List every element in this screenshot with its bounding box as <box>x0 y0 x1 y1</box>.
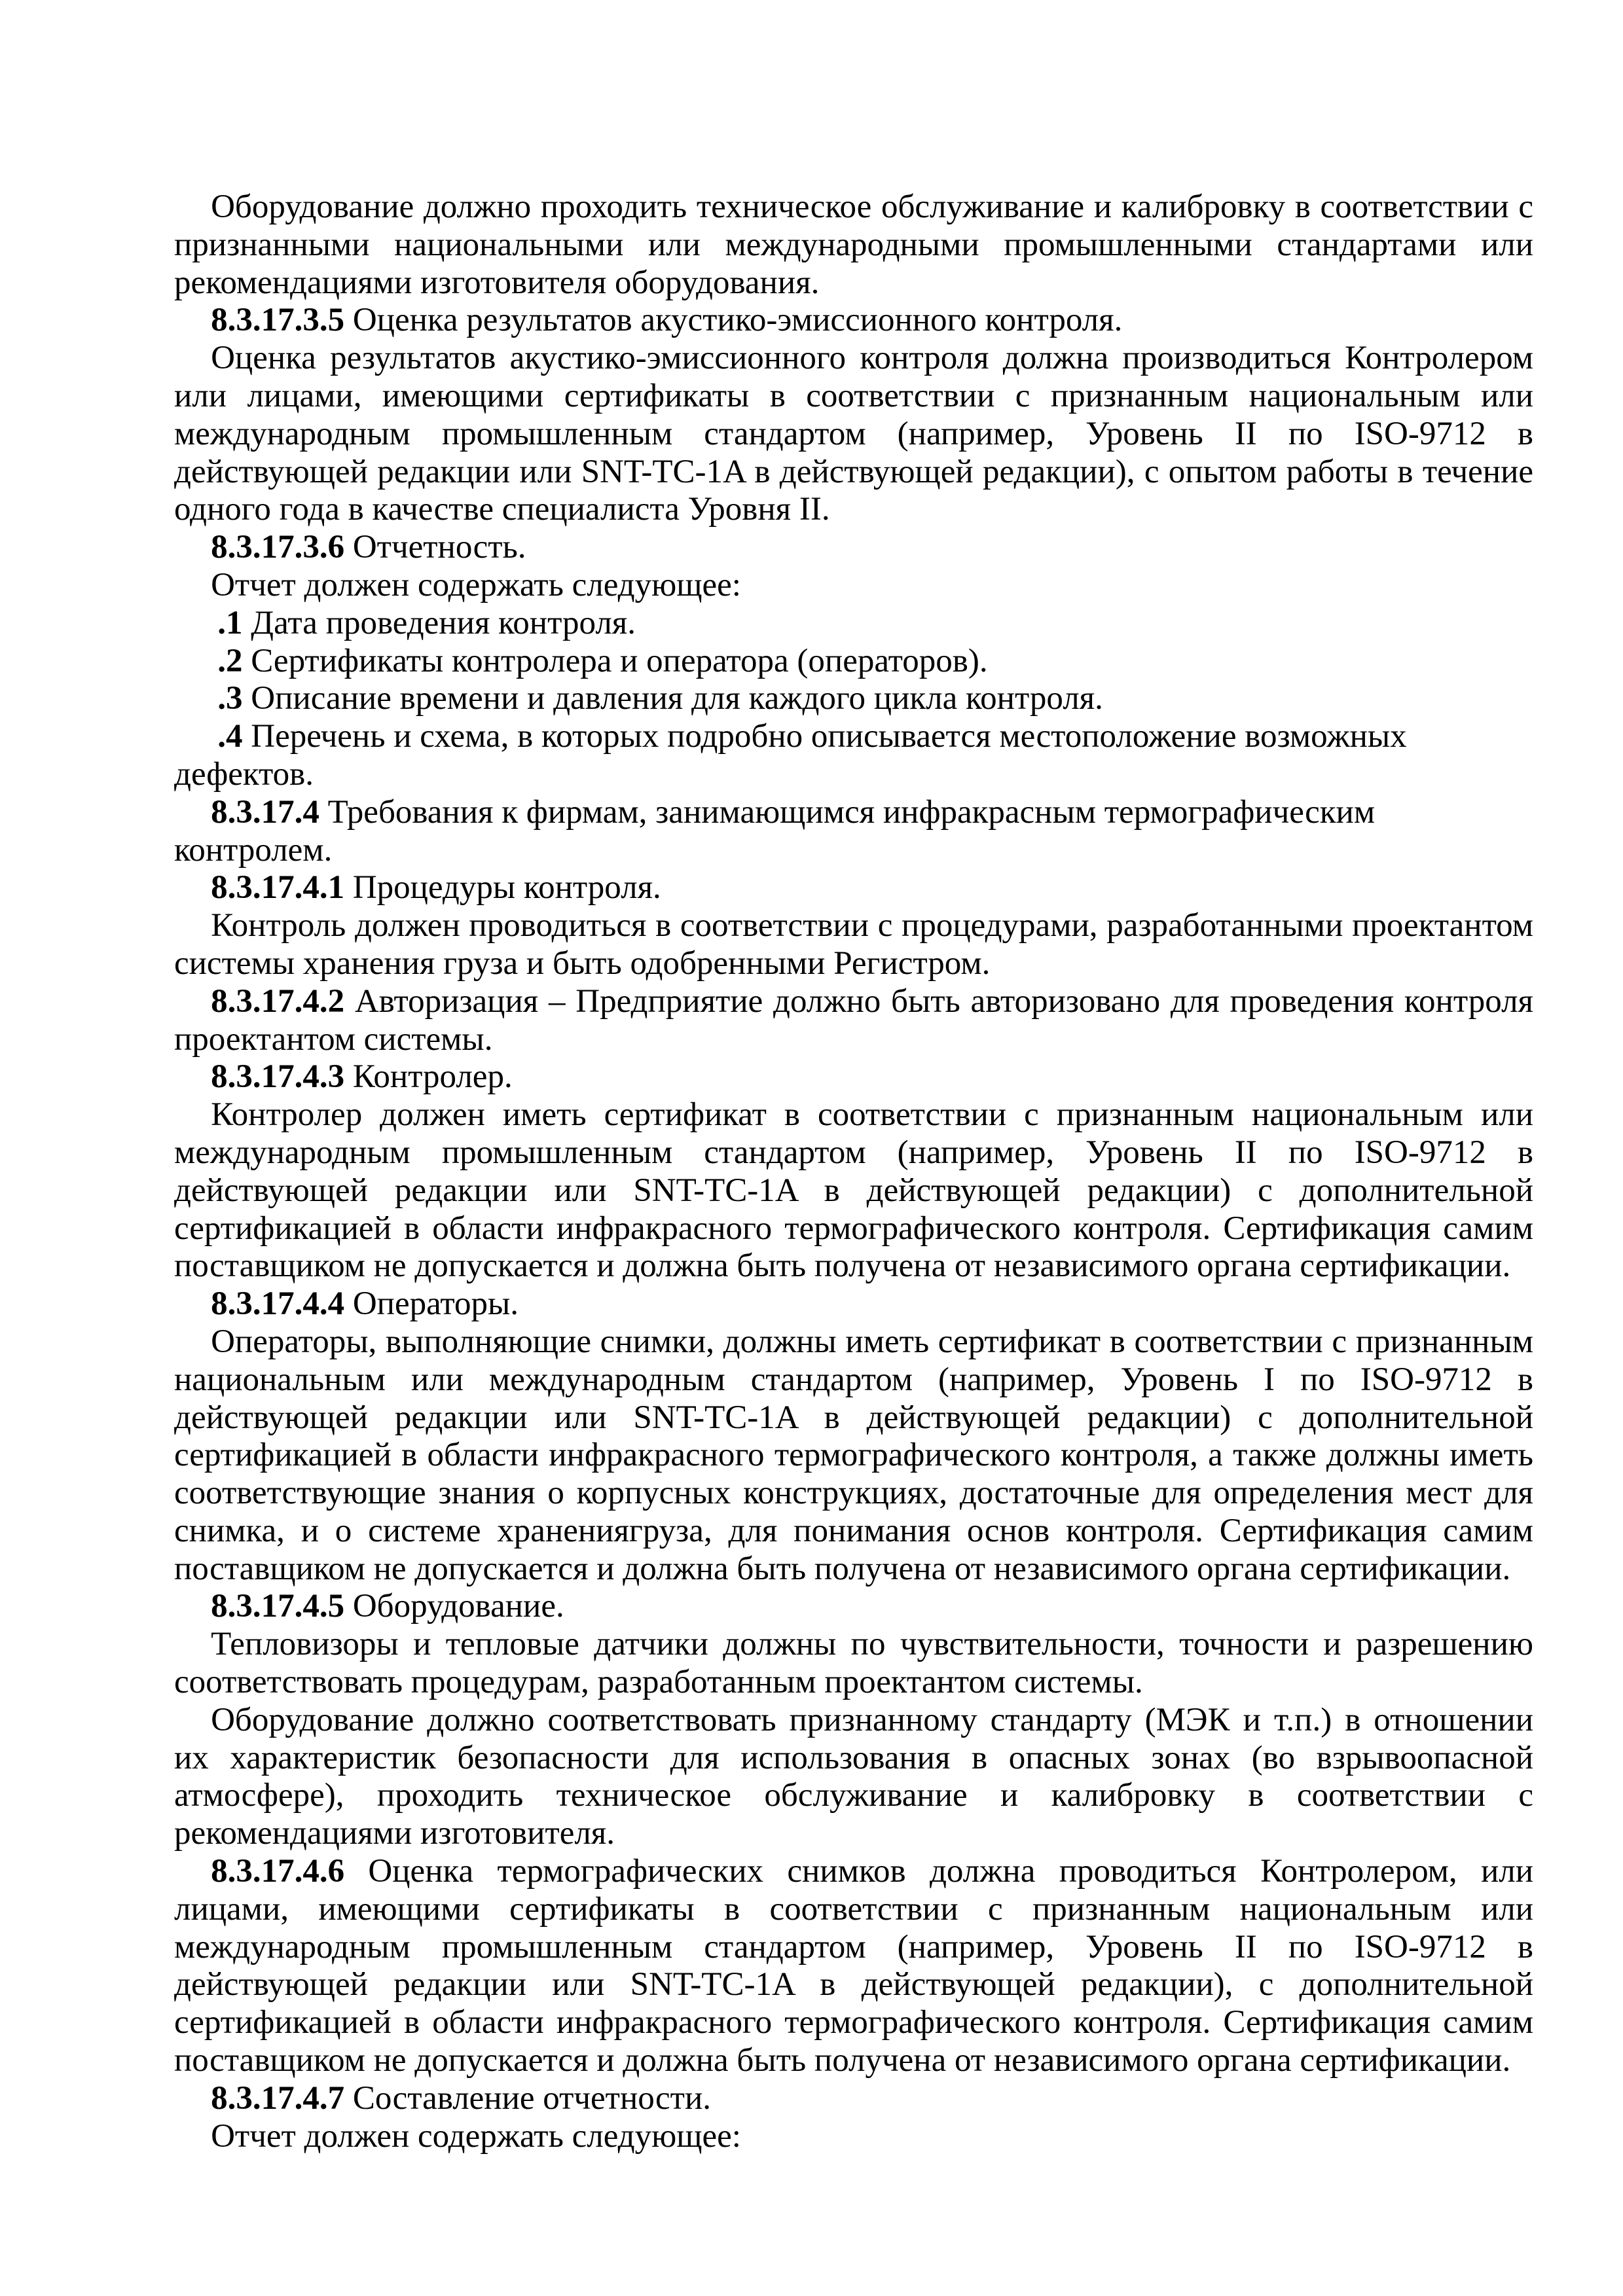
section-number: 8.3.17.4 <box>211 793 319 831</box>
section-number: 8.3.17.4.6 <box>211 1853 345 1890</box>
paragraph: Оценка результатов акустико-эмиссионного контроля должна производиться Контролером или лицами, имеющими сертификаты в соответствии с признанным национальным или международным промышленным стандартом (например, Уровень II по ISO-9712 в действующей редакции или SNT-TC-1A в действующей редакции), с опытом работы в течение одного года в качестве специалиста Уровня II. <box>174 340 1533 528</box>
section-number: 8.3.17.4.5 <box>211 1588 345 1625</box>
list-number: .4 <box>217 718 243 755</box>
section-number: 8.3.17.3.5 <box>211 302 345 339</box>
section-number: 8.3.17.4.2 <box>211 982 345 1020</box>
section-heading: 8.3.17.4.3 Контролер. <box>211 1058 513 1096</box>
section-heading: 8.3.17.3.6 Отчетность. <box>211 529 526 566</box>
section-heading: 8.3.17.4.7 Составление отчетности. <box>211 2079 711 2117</box>
paragraph: 8.3.17.4.6 Оценка термографических снимков должна проводиться Контролером, или лицами, имеющими сертификаты в соответствии с признанным национальным или международным промышленным стандартом (например, Уровень II по ISO-9712 в действующей редакции или SNT-TC-1A в действующей редакции), с дополнительной сертификацией в области инфракрасного термографического контроля. Сертификация самим поставщиком не допускается и должна быть получена от независимого органа сертификации. <box>174 1853 1533 2079</box>
list-item: .4 Перечень и схема, в которых подробно описывается местоположение возможных дефектов. <box>174 718 1407 793</box>
document-page <box>174 188 1533 2155</box>
section-heading: 8.3.17.4.1 Процедуры контроля. <box>211 869 661 906</box>
section-number: 8.3.17.4.1 <box>211 869 345 906</box>
section-heading: 8.3.17.4.5 Оборудование. <box>211 1588 564 1625</box>
paragraph: Операторы, выполняющие снимки, должны иметь сертификат в соответствии с признанным национальным или международным стандартом (например, Уровень I по ISO-9712 в действующей редакции или SNT-TC-1A в действующей редакции) с дополнительной сертификацией в области инфракрасного термографического контроля, а также должны иметь соответствующие знания о корпусных конструкциях, достаточные для определения мест для снимка, и о системе хранениягруза, для понимания основ контроля. Сертификация самим поставщиком не допускается и должна быть получена от независимого органа сертификации. <box>174 1323 1533 1587</box>
list-number: .1 <box>217 604 243 641</box>
section-heading: 8.3.17.3.5 Оценка результатов акустико-эмиссионного контроля. <box>211 302 1123 339</box>
paragraph: Оборудование должно соответствовать признанному стандарту (МЭК и т.п.) в отношении их характеристик безопасности для использования в опасных зонах (во взрывоопасной атмосфере), проходить техническое обслуживание и калибровку в соответствии с рекомендациями изготовителя. <box>174 1701 1533 1852</box>
section-number: 8.3.17.4.7 <box>211 2079 345 2117</box>
paragraph: Отчет должен содержать следующее: <box>211 566 741 603</box>
section-number: 8.3.17.4.3 <box>211 1058 345 1096</box>
section-heading: 8.3.17.4.4 Операторы. <box>211 1285 519 1323</box>
paragraph: Контроль должен проводиться в соответствии с процедурами, разработанными проектантом системы хранения груза и быть одобренными Регистром. <box>174 907 1533 982</box>
paragraph: Тепловизоры и тепловые датчики должны по чувствительности, точности и разрешению соответствовать процедурам, разработанным проектантом системы. <box>174 1626 1533 1701</box>
paragraph: Контролер должен иметь сертификат в соответствии с признанным национальным или международным промышленным стандартом (например, Уровень II по ISO-9712 в действующей редакции или SNT-TC-1A в действующей редакции) с дополнительной сертификацией в области инфракрасного термографического контроля. Сертификация самим поставщиком не допускается и должна быть получена от независимого органа сертификации. <box>174 1096 1533 1285</box>
paragraph: 8.3.17.4.2 Авторизация – Предприятие должно быть авторизовано для проведения контроля проектантом системы. <box>174 982 1533 1058</box>
list-item: .1 Дата проведения контроля. <box>217 604 636 641</box>
list-number: .2 <box>217 642 243 679</box>
paragraph: Оборудование должно проходить техническое обслуживание и калибровку в соответствии с признанными национальными или международными промышленными стандартами или рекомендациями изготовителя оборудования. <box>174 188 1533 301</box>
section-number: 8.3.17.3.6 <box>211 529 345 566</box>
list-item: .2 Сертификаты контролера и оператора (операторов). <box>217 642 988 679</box>
section-heading: 8.3.17.4 Требования к фирмам, занимающимся инфракрасным термографическим контролем. <box>174 793 1376 869</box>
paragraph: Отчет должен содержать следующее: <box>211 2117 741 2155</box>
list-item: .3 Описание времени и давления для каждого цикла контроля. <box>217 680 1103 717</box>
list-number: .3 <box>217 680 243 717</box>
section-number: 8.3.17.4.4 <box>211 1285 345 1323</box>
